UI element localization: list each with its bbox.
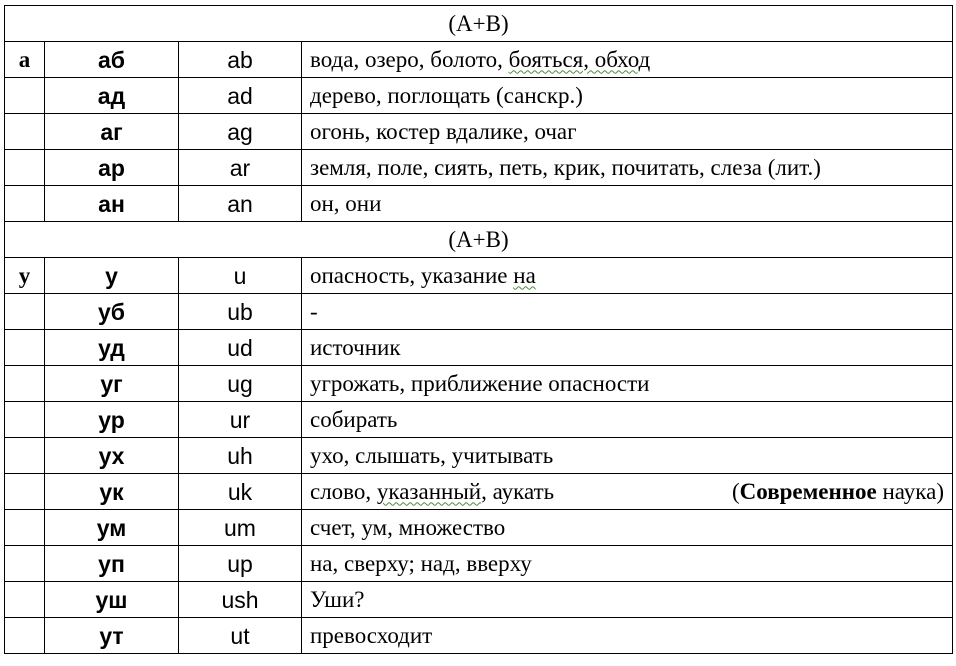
- cyrillic-syllable: ур: [45, 402, 179, 438]
- latin-syllable: an: [179, 186, 302, 222]
- meaning-text: он, они: [310, 190, 382, 216]
- meaning-text: превосходит: [310, 622, 433, 648]
- note-bold-word: Современное: [739, 478, 877, 504]
- table-row: [5, 78, 953, 114]
- meaning-cell: [302, 294, 953, 330]
- note-rest: наука): [876, 478, 944, 504]
- meaning-cell: [302, 114, 953, 150]
- meaning-text: земля, поле, сиять, петь, крик, почитать, слеза (лит.): [310, 154, 821, 180]
- meaning-text: на, сверху; над, вверху: [310, 550, 532, 576]
- table-row: [5, 546, 953, 582]
- table-row: [5, 438, 953, 474]
- latin-syllable: ur: [179, 402, 302, 438]
- meaning-text: слово,: [310, 478, 377, 504]
- meaning-text: Уши?: [310, 586, 365, 612]
- latin-syllable: ub: [179, 294, 302, 330]
- note-open-paren: (: [731, 478, 740, 504]
- meaning-cell: [302, 474, 953, 510]
- table-row: [5, 114, 953, 150]
- letter-cell: [5, 474, 45, 510]
- table-row: [5, 294, 953, 330]
- meaning-text: источник: [310, 334, 401, 360]
- meaning-text: опасность, указание: [310, 262, 514, 288]
- meaning-text-tail: , аукать: [481, 478, 555, 504]
- cyrillic-syllable: у: [45, 258, 179, 294]
- section-header: (A+B): [5, 222, 953, 258]
- meaning-cell: [302, 42, 953, 78]
- cyrillic-syllable: уб: [45, 294, 179, 330]
- cyrillic-syllable: аб: [45, 42, 179, 78]
- cyrillic-syllable: ад: [45, 78, 179, 114]
- table-row: [5, 150, 953, 186]
- meaning-cell: [302, 402, 953, 438]
- cyrillic-syllable: уд: [45, 330, 179, 366]
- table-row: [5, 402, 953, 438]
- meaning-text: вода, озеро, болото,: [310, 46, 509, 72]
- meaning-cell: [302, 582, 953, 618]
- letter-cell: [5, 582, 45, 618]
- cyrillic-syllable: уг: [45, 366, 179, 402]
- meaning-cell: [302, 366, 953, 402]
- spellcheck-underlined-text: на: [513, 262, 536, 288]
- cyrillic-syllable: ум: [45, 510, 179, 546]
- letter-cell: [5, 114, 45, 150]
- table-row: [5, 258, 953, 294]
- latin-syllable: u: [179, 258, 302, 294]
- table-row: [5, 42, 953, 78]
- table-row: [5, 366, 953, 402]
- meaning-text: огонь, костер вдалике, очаг: [310, 118, 577, 144]
- letter-cell: [5, 438, 45, 474]
- letter-cell: [5, 510, 45, 546]
- latin-syllable: ar: [179, 150, 302, 186]
- letter-cell: [5, 402, 45, 438]
- meaning-cell: [302, 510, 953, 546]
- latin-syllable: um: [179, 510, 302, 546]
- table-row: [5, 186, 953, 222]
- latin-syllable: ab: [179, 42, 302, 78]
- section-header-row: [5, 6, 953, 42]
- table-row: [5, 330, 953, 366]
- meaning-cell: [302, 330, 953, 366]
- meaning-cell: [302, 150, 953, 186]
- latin-syllable: uh: [179, 438, 302, 474]
- cyrillic-syllable: ук: [45, 474, 179, 510]
- table-row: [5, 474, 953, 510]
- cyrillic-syllable: ан: [45, 186, 179, 222]
- meaning-cell: [302, 618, 953, 654]
- cyrillic-syllable: ар: [45, 150, 179, 186]
- latin-syllable: ag: [179, 114, 302, 150]
- cyrillic-syllable: аг: [45, 114, 179, 150]
- table-row: [5, 582, 953, 618]
- letter-cell: [5, 618, 45, 654]
- syllable-table: [4, 5, 953, 654]
- meaning-text: -: [310, 298, 318, 324]
- meaning-text: собирать: [310, 406, 398, 432]
- letter-cell: [5, 366, 45, 402]
- cyrillic-syllable: уш: [45, 582, 179, 618]
- letter-cell: [5, 294, 45, 330]
- latin-syllable: up: [179, 546, 302, 582]
- latin-syllable: ud: [179, 330, 302, 366]
- syllable-table-body: [5, 6, 953, 654]
- meaning-cell: [302, 546, 953, 582]
- letter-cell: [5, 150, 45, 186]
- annotation-note: [732, 475, 944, 509]
- spellcheck-underlined-text: указанный: [376, 478, 482, 504]
- section-header-row: [5, 222, 953, 258]
- meaning-text: дерево, поглощать (санскр.): [310, 82, 583, 108]
- latin-syllable: ush: [179, 582, 302, 618]
- spellcheck-underlined-text: бояться, обход: [508, 46, 651, 72]
- meaning-text: счет, ум, множество: [310, 514, 506, 540]
- latin-syllable: ug: [179, 366, 302, 402]
- table-row: [5, 510, 953, 546]
- latin-syllable: uk: [179, 474, 302, 510]
- letter-cell: у: [5, 258, 45, 294]
- cyrillic-syllable: ут: [45, 618, 179, 654]
- meaning-text: угрожать, приближение опасности: [310, 370, 650, 396]
- meaning-text: ухо, слышать, учитывать: [310, 442, 554, 468]
- letter-cell: [5, 330, 45, 366]
- letter-cell: а: [5, 42, 45, 78]
- section-header: (A+B): [5, 6, 953, 42]
- letter-cell: [5, 78, 45, 114]
- meaning-cell: [302, 438, 953, 474]
- cyrillic-syllable: уп: [45, 546, 179, 582]
- latin-syllable: ut: [179, 618, 302, 654]
- latin-syllable: ad: [179, 78, 302, 114]
- meaning-cell: [302, 258, 953, 294]
- letter-cell: [5, 186, 45, 222]
- table-row: [5, 618, 953, 654]
- meaning-cell: [302, 78, 953, 114]
- cyrillic-syllable: ух: [45, 438, 179, 474]
- meaning-cell: [302, 186, 953, 222]
- letter-cell: [5, 546, 45, 582]
